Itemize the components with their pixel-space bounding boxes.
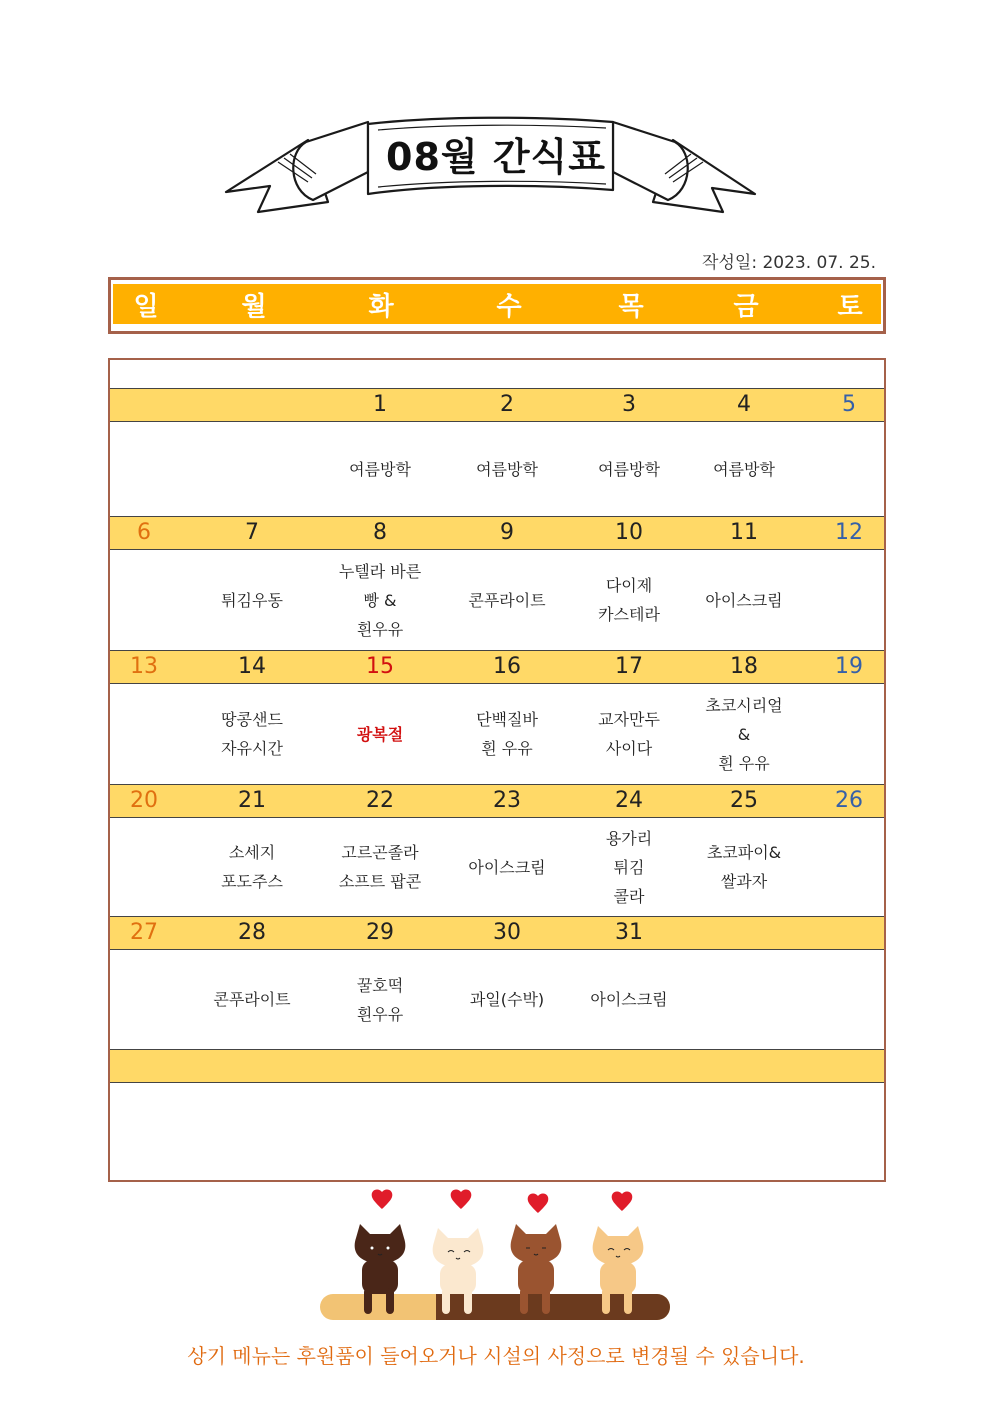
menu-item: 소세지 포도주스	[221, 843, 283, 891]
day-number: 5	[842, 392, 856, 417]
menu-item: 튀김우동	[221, 590, 283, 610]
created-date: 작성일: 2023. 07. 25.	[702, 253, 876, 273]
day-number: 31	[615, 920, 643, 945]
weekday-tue: 화	[368, 291, 394, 322]
weekday-sat: 토	[837, 291, 863, 322]
menu-item: 과일(수박)	[469, 990, 545, 1009]
menu-item: 콘푸라이트	[213, 990, 291, 1009]
day-number: 6	[137, 520, 151, 545]
weekday-mon: 월	[241, 291, 267, 322]
day-number: 11	[730, 520, 758, 545]
footer-notice: 상기 메뉴는 후원품이 들어오거나 시설의 사정으로 변경될 수 있습니다.	[187, 1344, 805, 1368]
weekday-thu: 목	[618, 291, 644, 322]
day-number: 4	[737, 392, 751, 417]
day-number: 24	[615, 788, 643, 813]
menu-item: 콘푸라이트	[468, 590, 546, 610]
day-number: 17	[615, 654, 643, 679]
day-number: 14	[238, 654, 266, 679]
weekday-header	[108, 277, 886, 334]
day-number: 2	[500, 392, 514, 417]
menu-item: 여름방학	[349, 459, 411, 479]
day-number: 21	[238, 788, 266, 813]
weekday-sun: 일	[133, 291, 159, 322]
menu-item: 꿀호떡 흰우유	[356, 975, 404, 1024]
day-number: 20	[130, 788, 158, 813]
menu-item: 고르곤졸라 소프트 팝콘	[338, 843, 422, 891]
day-number: 18	[730, 654, 758, 679]
menu-item: 광복절	[356, 724, 404, 744]
day-number: 7	[245, 520, 259, 545]
menu-item: 초코시리얼 & 흰 우유	[705, 695, 783, 773]
menu-item: 단백질바 흰 우유	[476, 710, 538, 758]
day-number: 30	[493, 920, 521, 945]
menu-item: 땅콩샌드 자유시간	[221, 710, 283, 758]
day-number: 29	[366, 920, 394, 945]
day-number: 25	[730, 788, 758, 813]
day-number: 28	[238, 920, 266, 945]
menu-item: 여름방학	[713, 459, 775, 479]
day-number: 9	[500, 520, 514, 545]
day-number: 8	[373, 520, 387, 545]
day-number: 10	[615, 520, 643, 545]
day-number: 1	[373, 392, 387, 417]
menu-item: 아이스크림	[468, 857, 546, 877]
day-number: 26	[835, 788, 863, 813]
menu-item: 누텔라 바른 빵 & 흰우유	[338, 561, 422, 639]
heart-icon	[372, 1190, 633, 1213]
day-number: 19	[835, 654, 863, 679]
day-number: 13	[130, 654, 158, 679]
week-band	[110, 1049, 884, 1083]
cats-illustration	[318, 1188, 674, 1328]
day-number: 16	[493, 654, 521, 679]
calendar-grid	[108, 358, 886, 1182]
menu-item: 교자만두 사이다	[598, 710, 660, 758]
day-number: 15	[366, 654, 394, 679]
menu-item: 여름방학	[476, 459, 538, 479]
day-number: 23	[493, 788, 521, 813]
menu-item: 아이스크림	[705, 590, 783, 610]
weekday-fri: 금	[733, 291, 759, 322]
day-number: 12	[835, 520, 863, 545]
menu-item: 다이제 카스테라	[598, 576, 660, 624]
menu-item: 용가리 튀김 콜라	[605, 828, 653, 906]
menu-item: 아이스크림	[590, 990, 668, 1009]
day-number: 3	[622, 392, 636, 417]
day-number: 22	[366, 788, 394, 813]
page-title: 08월 간식표	[386, 135, 606, 179]
menu-item: 여름방학	[598, 459, 660, 479]
weekday-wed: 수	[496, 291, 522, 322]
menu-item: 초코파이& 쌀과자	[706, 843, 782, 891]
day-number: 27	[130, 920, 158, 945]
